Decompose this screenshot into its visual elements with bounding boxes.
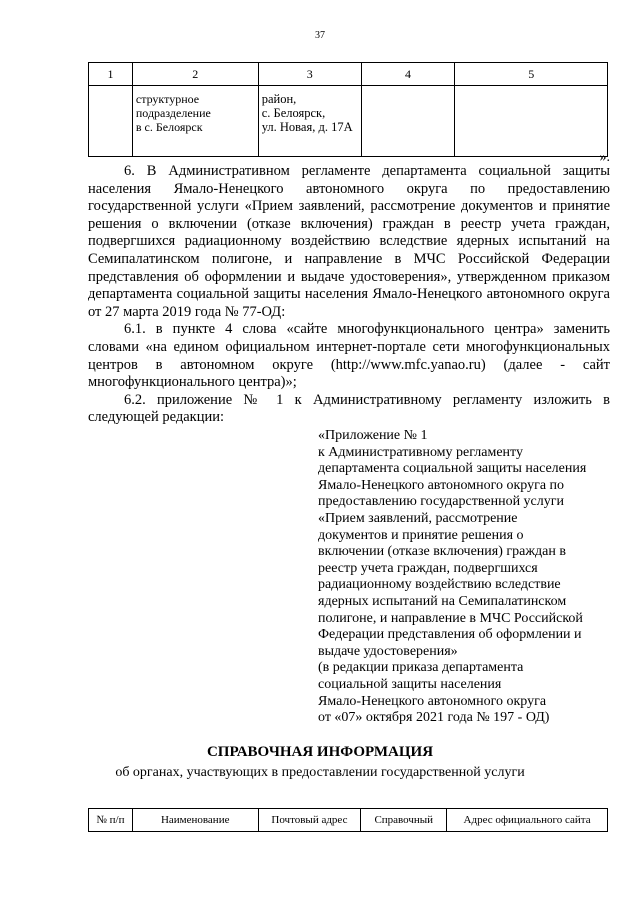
cell-col1	[89, 86, 133, 157]
cell-line: в с. Белоярск	[135, 120, 203, 134]
reference-subtitle: об органах, участвующих в предоставлении государственной услуги	[115, 765, 525, 780]
column-number-4: 4	[361, 63, 455, 86]
header-number: № п/п	[89, 809, 133, 832]
cell-line: ул. Новая, д. 17А	[261, 120, 353, 134]
column-number-1: 1	[89, 63, 133, 86]
annex-line: документов и принятие решения о	[318, 527, 524, 543]
cell-col2	[132, 86, 258, 157]
paragraph-6: 6. В Административном регламенте департамента социальной защиты населения Ямало-Ненецкого автономного округа по предоставлению государственной услуги «Прием заявлений, рассмотрение документов и принятие решения о включении (отказе включения) граждан в реестр учета граждан, подвергшихся радиационному воздействию вследствие ядерных испытаний на Семипалатинском полигоне, и направление в МЧС Российской Федерации представления об оформлении и выдаче удостоверения», утвержденном приказом департамента социальной защиты населения Ямало-Ненецкого автономного округа от 27 марта 2019 года № 77-ОД:	[88, 163, 610, 320]
header-name: Наименование	[132, 809, 258, 832]
annex-line: полигоне, и направление в МЧС Российской	[318, 610, 583, 626]
cell-col3	[258, 86, 361, 157]
annex-line: ядерных испытаний на Семипалатинском	[318, 593, 567, 609]
cell-line: структурное	[135, 92, 200, 106]
cell-col4	[361, 86, 455, 157]
body-text	[88, 163, 610, 427]
annex-line: социальной защиты населения	[318, 676, 502, 692]
annex-line: департамента социальной защиты населения	[318, 461, 587, 477]
quote-close: ».	[599, 150, 610, 165]
column-number-5: 5	[455, 63, 608, 86]
header-reference-phone: Справочный	[361, 809, 447, 832]
paragraph-6-1: 6.1. в пункте 4 слова «сайте многофункционального центра» заменить словами «на едином официальном интернет-портале сети многофункциональных центров в автономном округе (http://www.mfc.yanao.ru) (далее - сайт многофункционального центра)»;	[88, 321, 610, 391]
cell-line: с. Белоярск,	[261, 106, 326, 120]
paragraph-6-2: 6.2. приложение № 1 к Административному регламенту изложить в следующей редакции:	[88, 391, 610, 426]
annex-line: выдаче удостоверения»	[318, 643, 458, 659]
reference-title: СПРАВОЧНАЯ ИНФОРМАЦИЯ	[206, 744, 434, 760]
header-postal-address: Почтовый адрес	[258, 809, 361, 832]
column-number-2: 2	[132, 63, 258, 86]
annex-line: от «07» октября 2021 года № 197 - ОД)	[318, 710, 550, 726]
reference-table	[88, 808, 608, 832]
annex-line: радиационному воздействию вследствие	[318, 577, 561, 593]
annex-line: к Административному регламенту	[318, 444, 523, 460]
table-header-row	[89, 809, 608, 832]
annex-line: «Приложение № 1	[318, 428, 428, 443]
annex-line: предоставлению государственной услуги	[318, 494, 564, 510]
annex-line: (в редакции приказа департамента	[318, 660, 524, 676]
annex-line: реестр учета граждан, подвергшихся	[318, 560, 538, 576]
annex-line: Федерации представления об оформлении и	[318, 627, 582, 643]
page-number: 37	[315, 30, 325, 41]
annex-header	[318, 428, 618, 727]
annex-line: Ямало-Ненецкого автономного округа	[318, 693, 547, 709]
table-row	[89, 86, 608, 157]
header-website: Адрес официального сайта	[447, 809, 608, 832]
annex-line: Ямало-Ненецкого автономного округа по	[318, 477, 565, 493]
table-header-row	[89, 63, 608, 86]
annex-line: включении (отказе включения) граждан в	[318, 544, 566, 560]
column-number-3: 3	[258, 63, 361, 86]
cell-line: район,	[261, 92, 297, 106]
cell-col5	[455, 86, 608, 157]
continuation-table	[88, 62, 608, 157]
annex-line: «Прием заявлений, рассмотрение	[318, 510, 518, 526]
cell-line: подразделение	[135, 106, 211, 120]
